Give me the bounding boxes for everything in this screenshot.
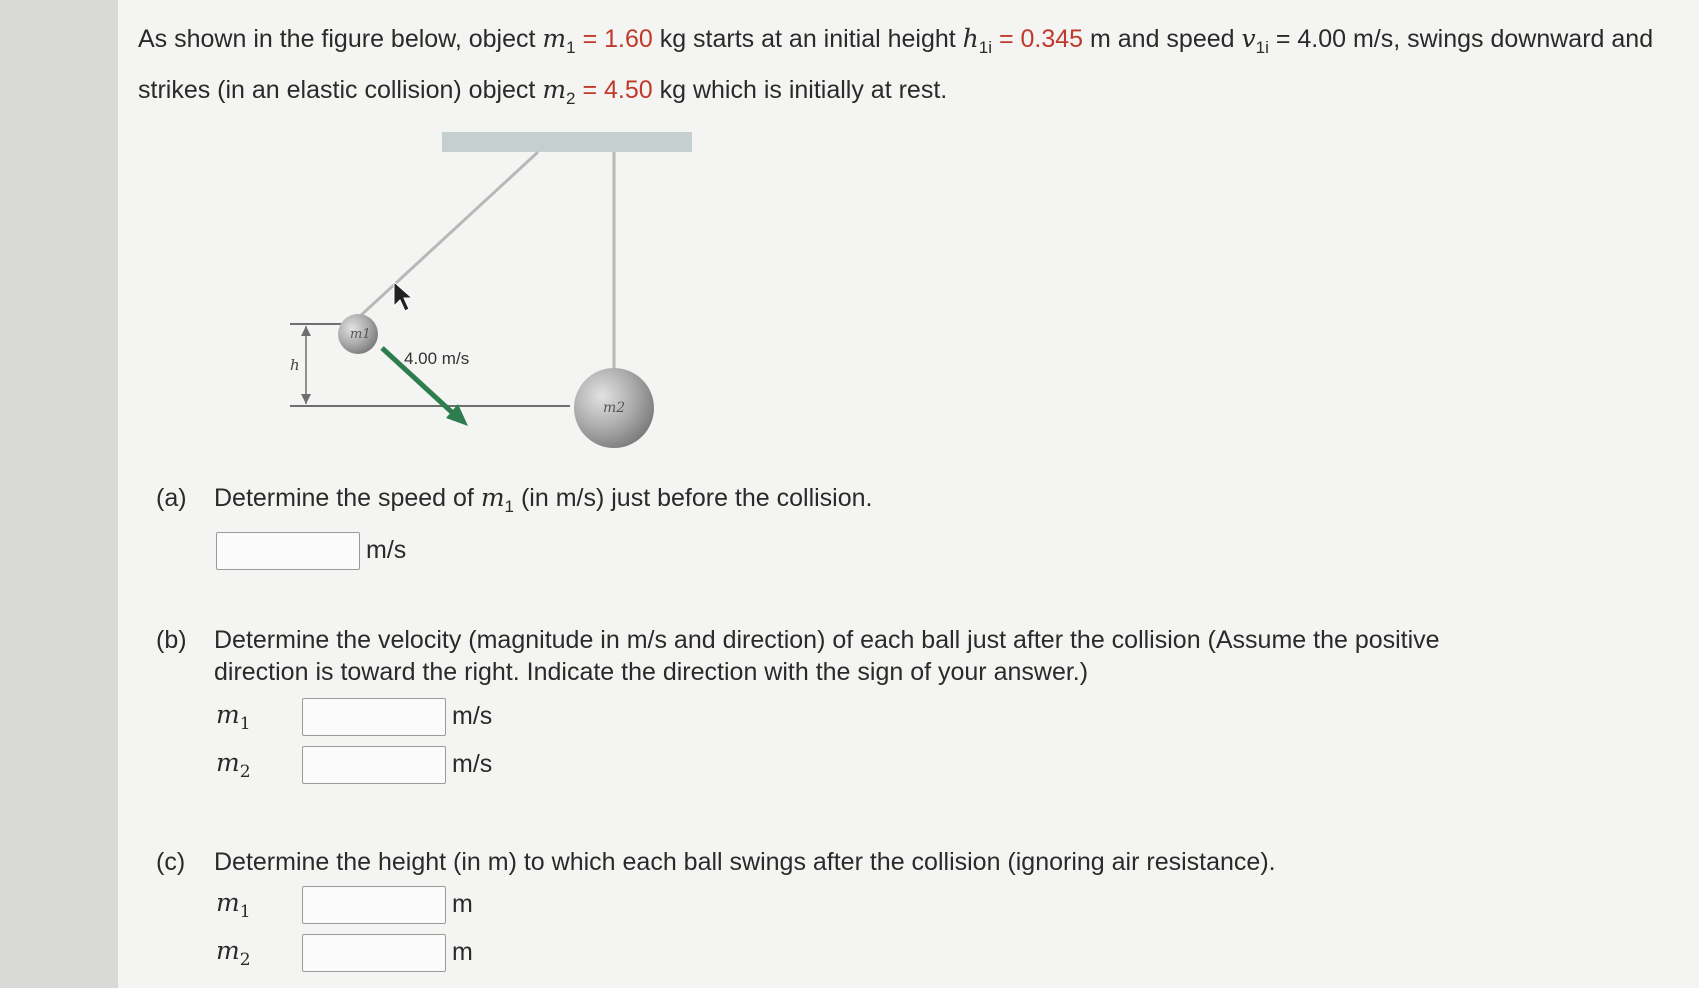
part-b-m1-unit: m/s	[452, 702, 493, 730]
v-subscript: 1i	[1255, 38, 1269, 57]
h-symbol: h	[962, 24, 979, 53]
part-a-m-subscript: 1	[504, 497, 515, 516]
part-b-m2-label	[216, 748, 251, 782]
part-a-question	[156, 482, 873, 523]
part-c-m1-label	[216, 888, 251, 922]
intro-text-2: kg starts at an initial height	[652, 25, 963, 53]
part-a-m-symbol: m	[480, 483, 505, 512]
part-c-m2-unit: m	[452, 938, 473, 966]
pendulum-figure	[270, 120, 730, 460]
part-b-m2-velocity-input[interactable]	[302, 746, 446, 784]
m1-subscript: 1	[566, 38, 576, 57]
h-value: = 0.345	[998, 25, 1084, 53]
part-c-m1-symbol: m	[216, 888, 240, 917]
intro-text-1: As shown in the figure below, object	[138, 25, 543, 53]
part-c-question	[156, 846, 1276, 878]
m2-subscript: 2	[566, 89, 576, 108]
part-c-m2-height-input[interactable]	[302, 934, 446, 972]
part-b-m1-subscript: 1	[239, 714, 251, 734]
part-b-m1-symbol: m	[216, 700, 240, 729]
part-c-label: (c)	[156, 848, 186, 876]
part-a-text-2: (in m/s) just before the collision.	[514, 484, 873, 512]
m1-ball-label: m1	[350, 327, 371, 342]
height-arrow-up	[301, 326, 311, 336]
h-label: h	[290, 356, 300, 374]
part-c-m2-symbol: m	[216, 936, 240, 965]
part-b-m2-symbol: m	[216, 748, 240, 777]
part-c-m1-unit: m	[452, 890, 473, 918]
part-c-m1-height-input[interactable]	[302, 886, 446, 924]
speed-label: 4.00 m/s	[404, 349, 470, 368]
part-b-text-line2: direction is toward the right. Indicate the direction with the sign of your answer.)	[214, 658, 1089, 686]
height-arrow-down	[301, 394, 311, 404]
part-b-m2-subscript: 2	[239, 762, 251, 782]
part-c-text: Determine the height (in m) to which each ball swings after the collision (ignoring air resistance).	[214, 848, 1276, 876]
m1-value: = 1.60	[582, 25, 653, 53]
cursor-icon	[394, 282, 412, 311]
problem-statement	[138, 18, 1678, 120]
part-b-question	[156, 624, 1440, 688]
m2-value: = 4.50	[582, 76, 653, 104]
part-b-m2-unit: m/s	[452, 750, 493, 778]
m2-symbol: m	[542, 75, 567, 104]
part-a-label: (a)	[156, 484, 187, 512]
intro-text-3: m and speed	[1083, 25, 1242, 53]
part-b-m1-label	[216, 700, 251, 734]
part-b-label: (b)	[156, 626, 187, 654]
h-subscript: 1i	[978, 38, 992, 57]
v-value: = 4.00	[1275, 25, 1347, 53]
m2-ball-label: m2	[603, 400, 626, 416]
m1-symbol: m	[542, 24, 567, 53]
v-symbol: v	[1241, 24, 1256, 53]
part-c-m2-subscript: 2	[239, 950, 251, 970]
intro-text-5: kg which is initially at rest.	[652, 76, 948, 104]
part-a-unit: m/s	[366, 536, 407, 564]
intro-text-4: m/s, swings downward and strikes (in an elastic collision) object	[138, 25, 1654, 104]
part-b-text-line1: Determine the velocity (magnitude in m/s and direction) of each ball just after the collision (Assume the positive	[214, 626, 1440, 654]
part-a-speed-input[interactable]	[216, 532, 360, 570]
part-b-m1-velocity-input[interactable]	[302, 698, 446, 736]
part-c-m2-label	[216, 936, 251, 970]
m1-string	[358, 152, 538, 318]
part-c-m1-subscript: 1	[239, 902, 251, 922]
ceiling-support	[442, 132, 692, 152]
part-a-text-1: Determine the speed of	[214, 484, 481, 512]
